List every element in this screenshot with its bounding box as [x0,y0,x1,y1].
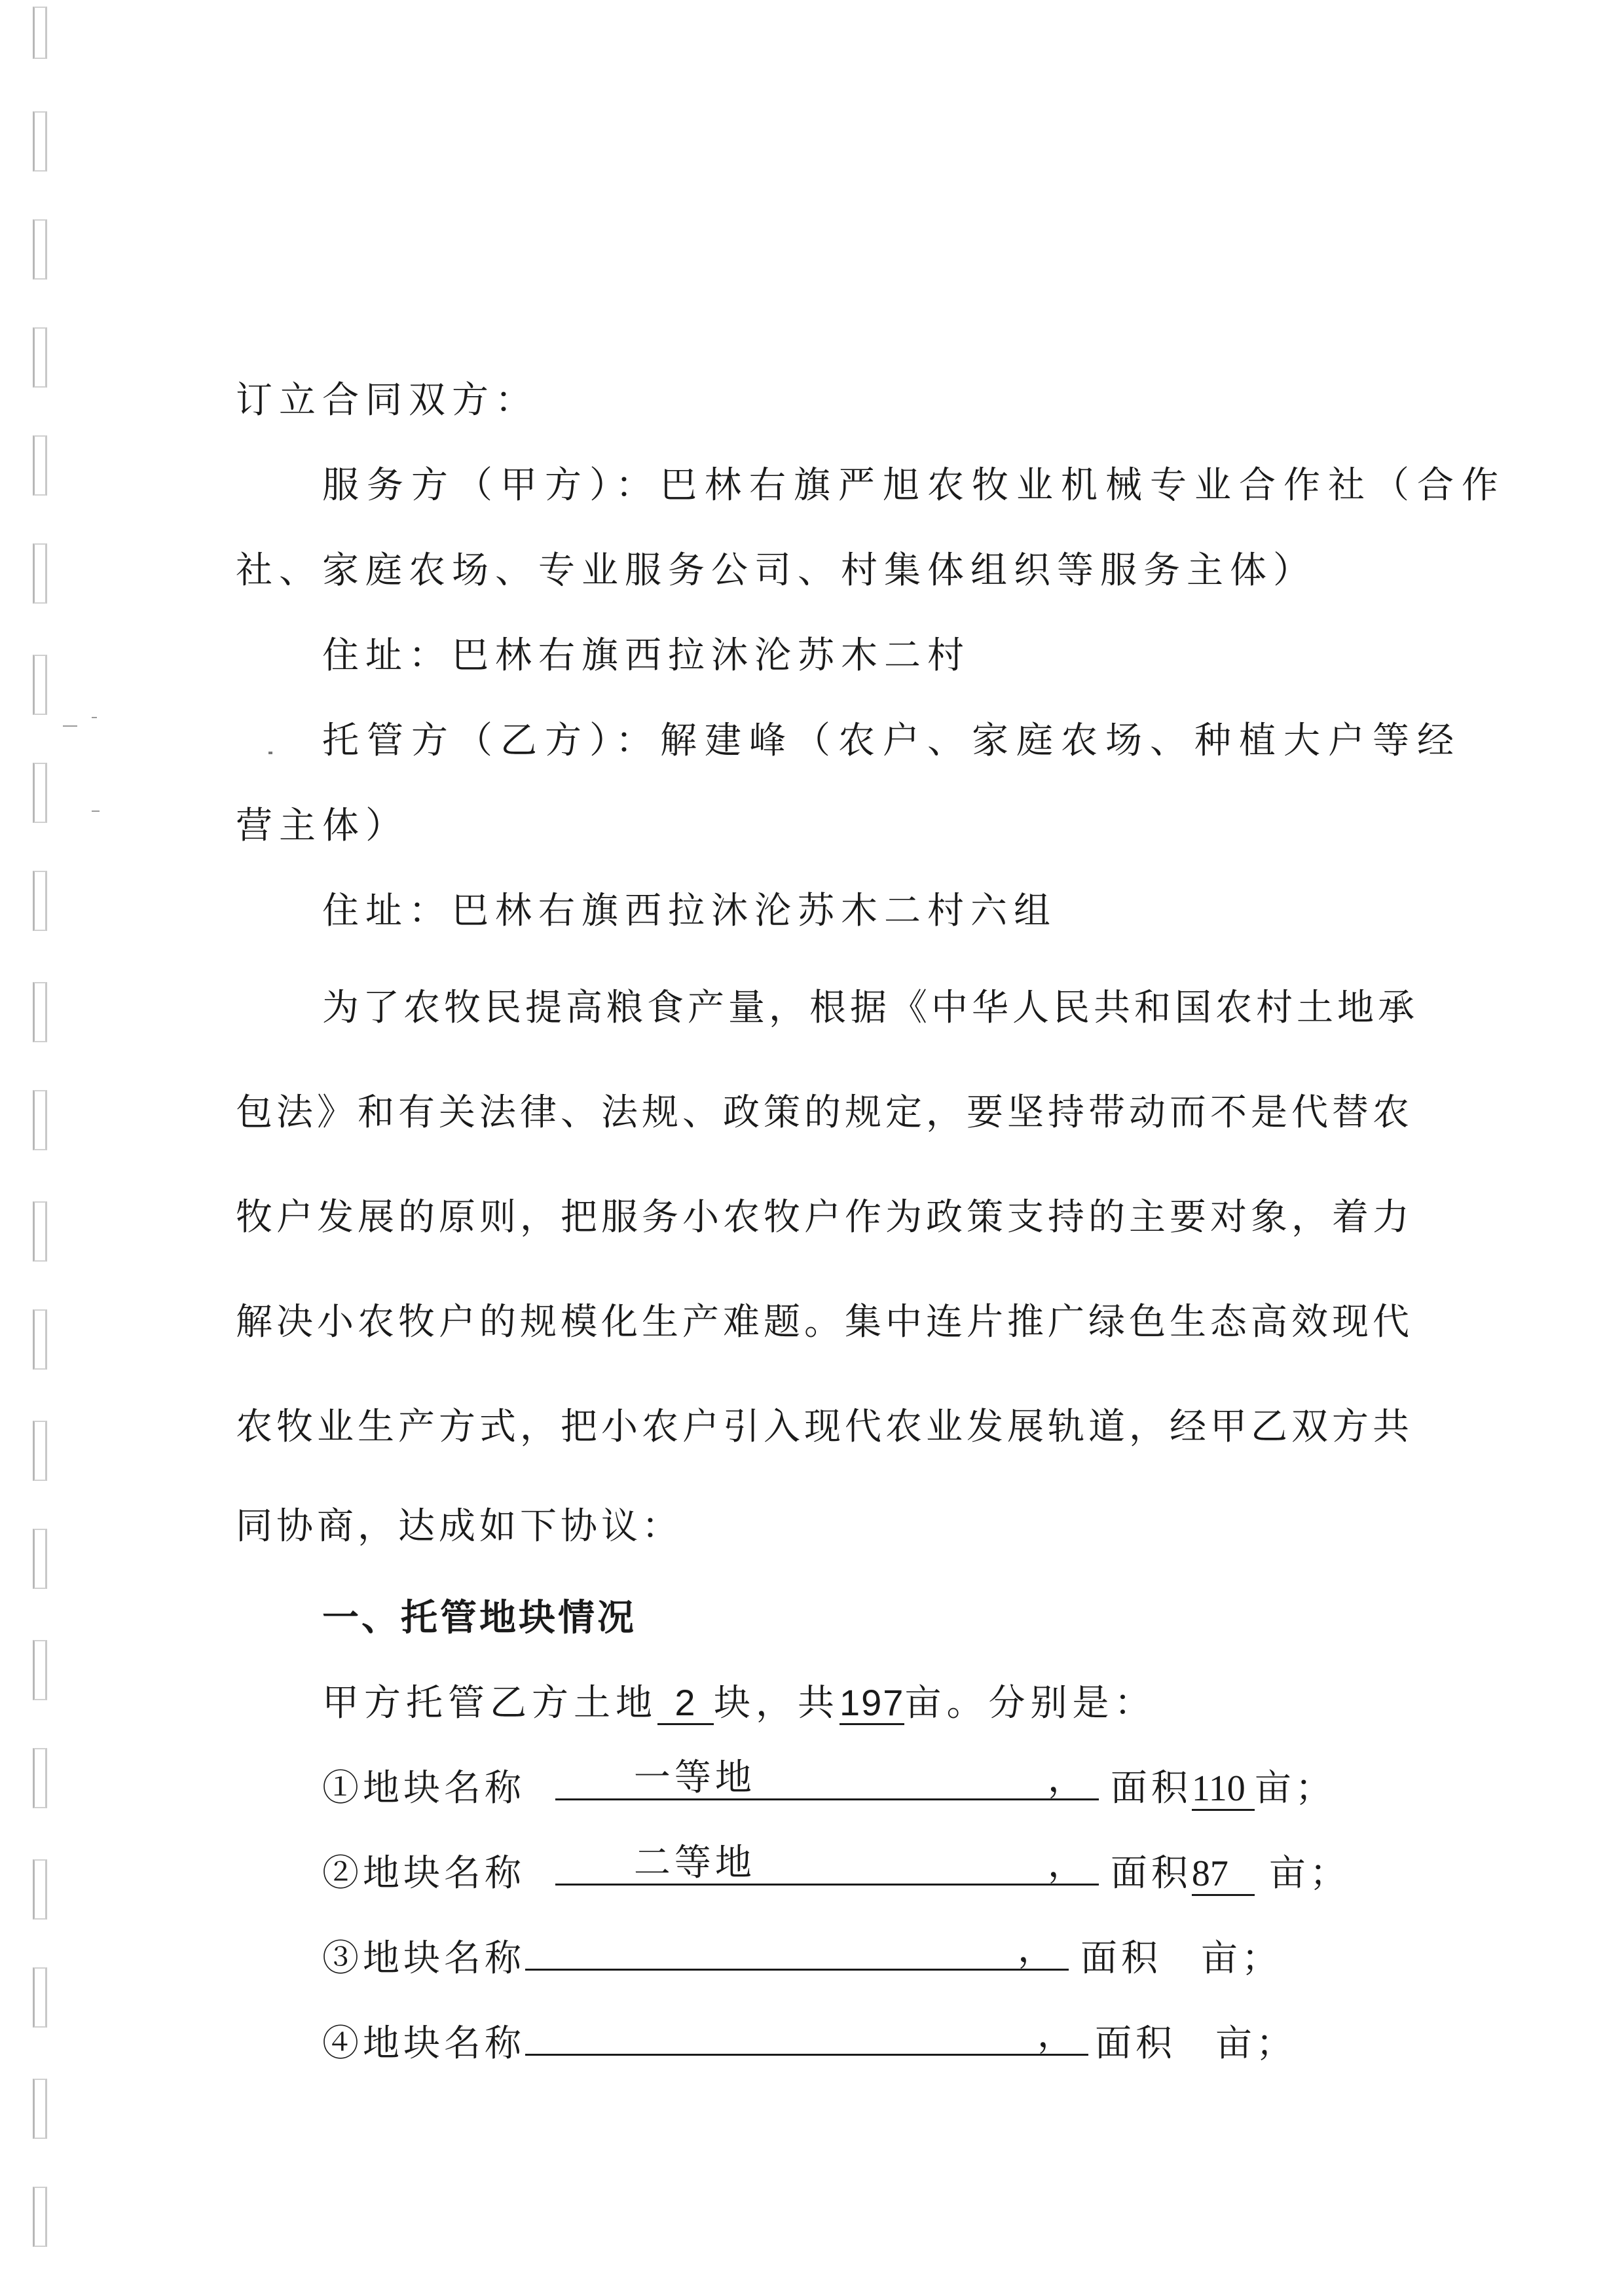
binding-hole [33,111,47,172]
plot-marker: ② [322,1852,363,1895]
summary-prefix: 甲方托管乙方土地 [322,1682,657,1724]
section-heading: 一、托管地块情况 [322,1597,637,1639]
binding-hole [33,7,47,59]
service-party-line2: 社、家庭农场、专业服务公司、村集体组织等服务主体） [236,549,1316,592]
plot-marker: ④ [322,2022,363,2065]
plot-comma: ， [1047,1758,1084,1800]
plot-area-value: 87 [1192,1853,1255,1896]
scan-mark [92,717,97,718]
plot-comma: ， [1037,2013,1074,2056]
plot-area-label: 面积 [1095,2022,1176,2065]
plot-unit: 亩； [1215,2022,1297,2065]
preamble-line: 同协商，达成如下协议： [236,1505,682,1548]
plot-marker: ③ [322,1937,363,1980]
binding-hole [33,2187,47,2247]
summary-suffix: 亩。分别是： [904,1682,1156,1724]
client-party-address: 住址：巴林右旗西拉沐沦苏木二村六组 [322,890,1057,932]
plot-row [322,1757,1336,1815]
plot-row [322,1928,1282,1985]
plot-name-field [525,2013,1088,2056]
plot-area-label: 面积 [1110,1767,1192,1810]
binding-hole [33,1640,47,1700]
binding-hole [33,1967,47,2028]
binding-hole [33,327,47,388]
summary-mid: 块，共 [714,1682,840,1724]
scan-mark [92,811,100,812]
plot-area-value: 110 [1192,1768,1255,1811]
client-party-line2: 营主体） [236,805,409,847]
plot-row [322,1842,1350,1900]
plot-comma: ， [1018,1928,1054,1971]
plot-name-field [555,1757,1099,1800]
plot-name-value: 一等地 [633,1757,756,1799]
binding-hole [33,2079,47,2139]
binding-hole [33,982,47,1042]
plot-area-label: 面积 [1080,1937,1162,1980]
scan-mark [63,725,77,727]
plot-name-label: 地块名称 [363,1767,525,1810]
binding-hole [33,1421,47,1481]
plot-comma: ， [1047,1843,1084,1886]
preamble-line: 牧户发展的原则，把服务小农牧户作为政策支持的主要对象，着力 [236,1196,1413,1239]
preamble-line: 解决小农牧户的规模化生产难题。集中连片推广绿色生态高效现代 [236,1301,1413,1343]
plot-area-label: 面积 [1110,1852,1192,1895]
binding-hole [33,1748,47,1808]
service-party-address: 住址：巴林右旗西拉沐沦苏木二村 [322,634,970,677]
plot-row [322,2013,1297,2070]
total-area: 197 [840,1683,904,1725]
service-party-line1: 服务方（甲方）：巴林右旗严旭农牧业机械专业合作社（合作 [322,464,1506,507]
binding-hole [33,1859,47,1920]
plot-name-label: 地块名称 [363,1852,525,1895]
plot-unit: 亩； [1268,1852,1350,1895]
plot-name-label: 地块名称 [363,2022,525,2065]
plot-unit: 亩； [1254,1767,1336,1810]
binding-hole [33,543,47,604]
binding-hole [33,763,47,823]
plot-unit: 亩； [1201,1937,1282,1980]
binding-hole [33,219,47,280]
binding-hole [33,655,47,715]
binding-hole [33,871,47,931]
binding-hole [33,1309,47,1370]
binding-margin [25,0,64,2296]
binding-hole [33,1529,47,1589]
client-party-line1: 托管方（乙方）：解建峰（农户、家庭农场、种植大户等经 [322,720,1462,762]
preamble-line: 包法》和有关法律、法规、政策的规定，要坚持带动而不是代替农 [236,1091,1413,1134]
binding-hole [33,435,47,496]
binding-hole [33,1201,47,1262]
plots-summary [322,1677,1156,1730]
block-count: 2 [657,1683,714,1725]
preamble-line: 农牧业生产方式，把小农户引入现代农业发展轨道，经甲乙双方共 [236,1406,1413,1448]
plot-name-field [525,1928,1069,1971]
plot-name-label: 地块名称 [363,1937,525,1980]
plot-name-value: 二等地 [633,1842,756,1884]
parties-intro: 订立合同双方： [236,379,538,422]
plot-marker: ① [322,1767,363,1810]
plot-name-field [555,1842,1099,1886]
scan-mark [268,752,272,754]
preamble-line: 为了农牧民提高粮食产量，根据《中华人民共和国农村土地承 [322,987,1418,1029]
binding-hole [33,1090,47,1150]
